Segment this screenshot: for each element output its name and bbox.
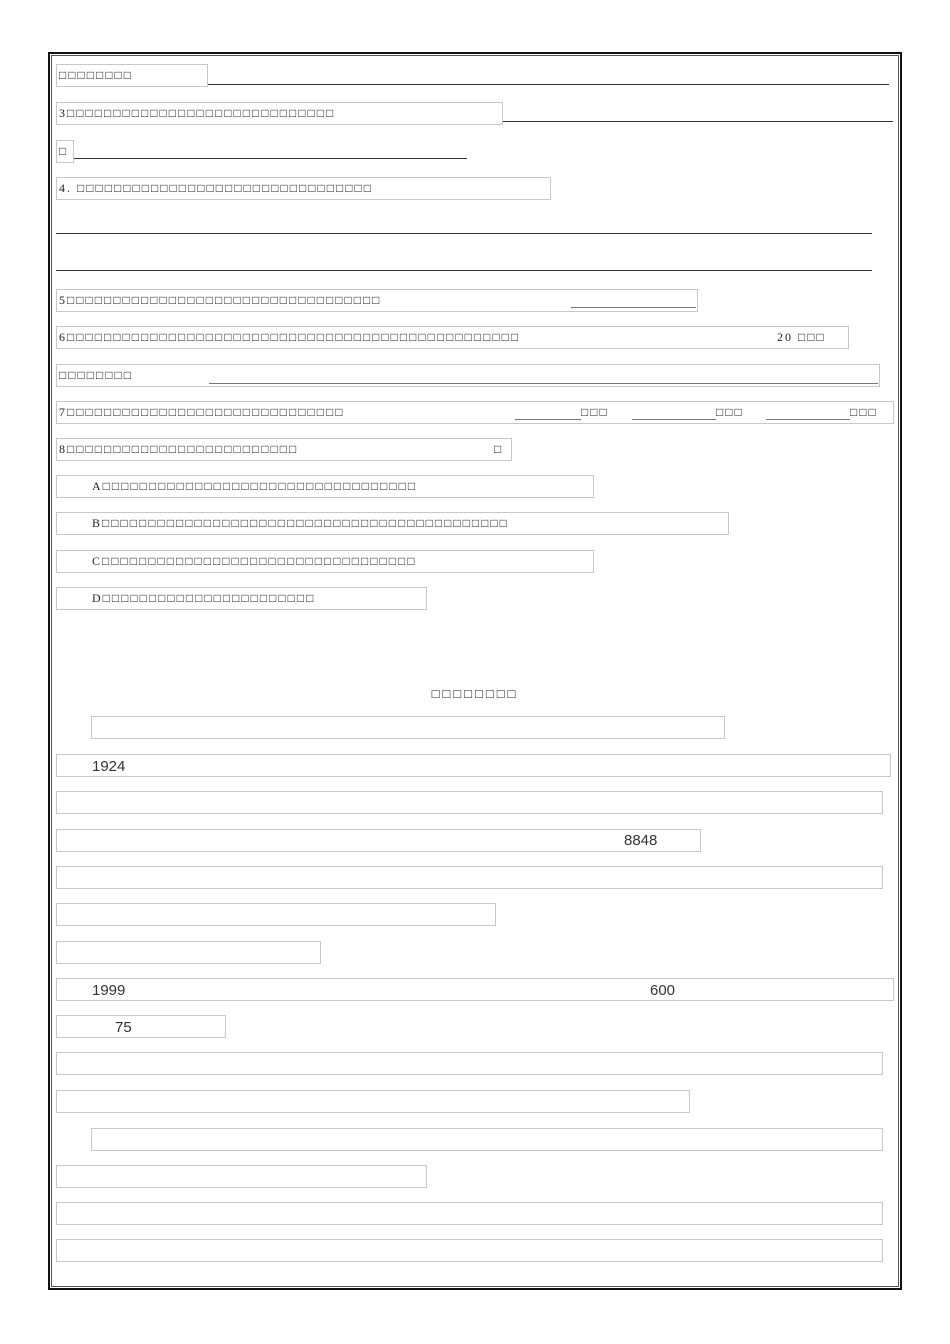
question-6-continuation: □□□□□□□□ <box>56 364 880 387</box>
passage-line <box>91 716 725 739</box>
passage-line <box>56 866 883 889</box>
number-75: 75 <box>115 1019 132 1036</box>
unit-label-3: □□□ <box>850 405 878 419</box>
question-6-number: 20 □□□ <box>777 330 826 344</box>
question-8: 8□□□□□□□□□□□□□□□□□□□□□□□□□ <box>56 438 512 461</box>
passage-line <box>91 1128 883 1151</box>
answer-line[interactable] <box>74 158 467 159</box>
option-b[interactable]: B□□□□□□□□□□□□□□□□□□□□□□□□□□□□□□□□□□□□□□□□□□□□ <box>56 512 729 535</box>
question-3-continuation: □ <box>56 140 74 163</box>
question-6: 6□□□□□□□□□□□□□□□□□□□□□□□□□□□□□□□□□□□□□□□□□□□□□□□□□ <box>56 326 849 349</box>
question-3: 3□□□□□□□□□□□□□□□□□□□□□□□□□□□□□ <box>56 102 503 125</box>
passage-line <box>56 1052 883 1075</box>
passage-line <box>56 1202 883 1225</box>
passage-title: □□□□□□□□ <box>431 686 519 701</box>
answer-parenthesis[interactable]: □ <box>494 442 504 456</box>
option-a[interactable]: A□□□□□□□□□□□□□□□□□□□□□□□□□□□□□□□□□□ <box>56 475 594 498</box>
passage-line <box>56 791 883 814</box>
option-d[interactable]: D□□□□□□□□□□□□□□□□□□□□□□□ <box>56 587 427 610</box>
passage-line <box>56 1165 427 1188</box>
answer-blank-3[interactable] <box>766 419 850 420</box>
question-2-tail: □□□□□□□□ <box>56 64 208 87</box>
question-7: 7□□□□□□□□□□□□□□□□□□□□□□□□□□□□□□ <box>56 401 894 424</box>
number-1999: 1999 <box>92 982 126 999</box>
answer-line[interactable] <box>56 233 872 234</box>
passage-line <box>56 829 701 852</box>
answer-line[interactable] <box>56 270 872 271</box>
passage-line <box>56 1090 690 1113</box>
question-5: 5□□□□□□□□□□□□□□□□□□□□□□□□□□□□□□□□□□ <box>56 289 698 312</box>
answer-blank-2[interactable] <box>632 419 716 420</box>
passage-line <box>56 1015 226 1038</box>
passage-line <box>56 978 894 1001</box>
passage-line <box>56 1239 883 1262</box>
number-8848: 8848 <box>624 832 658 849</box>
unit-label-1: □□□ <box>581 405 609 419</box>
answer-blank-1[interactable] <box>515 419 581 420</box>
answer-line[interactable] <box>209 383 878 384</box>
passage-line <box>56 941 321 964</box>
answer-line[interactable] <box>503 121 893 122</box>
number-600: 600 <box>650 982 676 999</box>
answer-line[interactable] <box>208 84 889 85</box>
number-1924: 1924 <box>92 758 126 775</box>
passage-line <box>56 754 891 777</box>
answer-blank[interactable] <box>571 307 696 308</box>
question-4: 4. □□□□□□□□□□□□□□□□□□□□□□□□□□□□□□□□ <box>56 177 551 200</box>
unit-label-2: □□□ <box>716 405 744 419</box>
passage-line <box>56 903 496 926</box>
option-c[interactable]: C□□□□□□□□□□□□□□□□□□□□□□□□□□□□□□□□□□ <box>56 550 594 573</box>
